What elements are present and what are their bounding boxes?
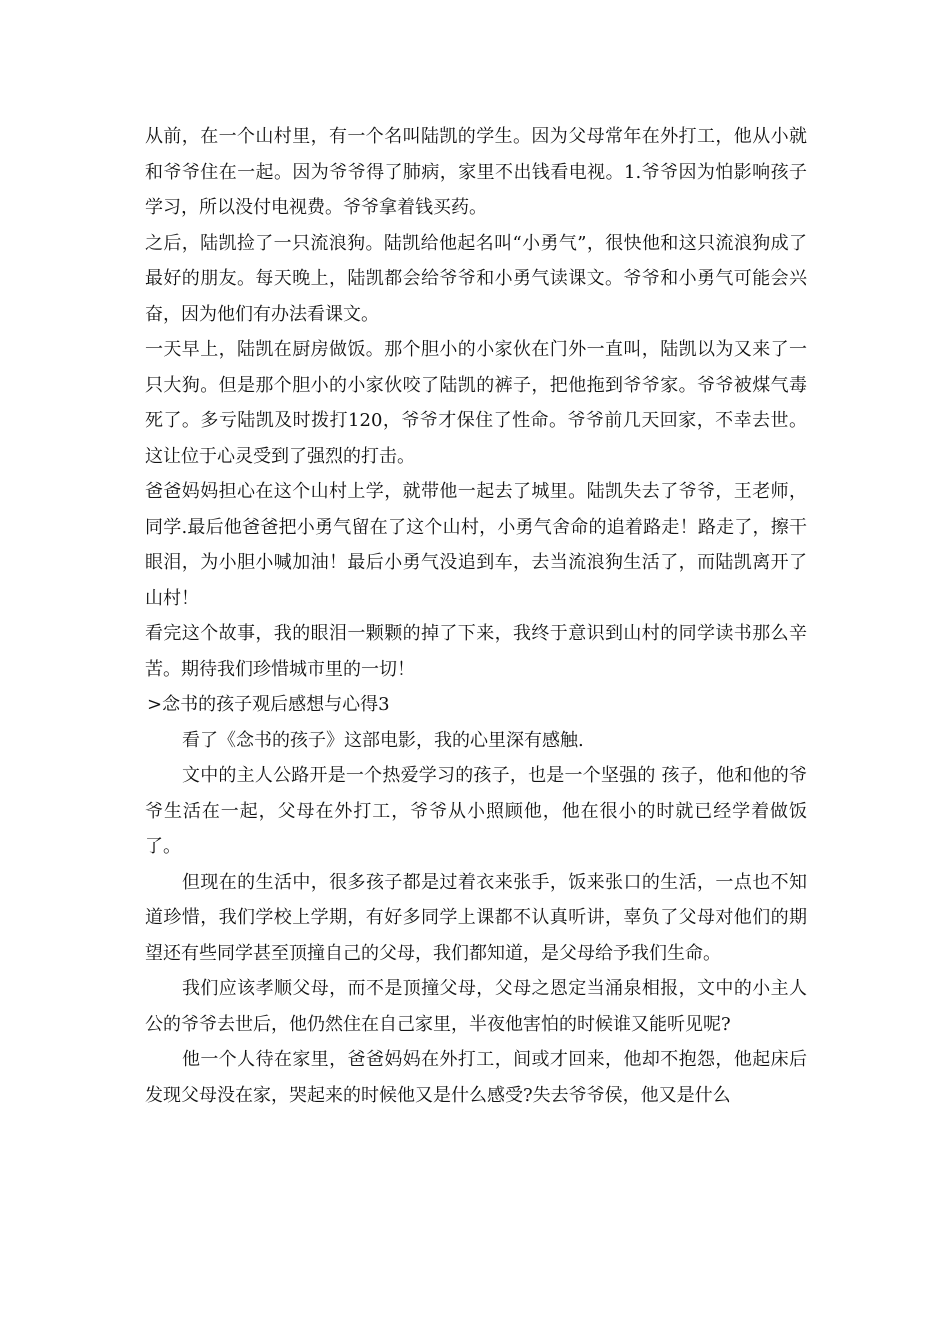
section-paragraph-2: 文中的主人公路开是一个热爱学习的孩子，也是一个坚强的 孩子，他和他的爷爷生活在一起，父母在外打工，爷爷从小照顾他，他在很小的时就已经学着做饭了。: [145, 765, 807, 857]
section-paragraph-3: 但现在的生活中，很多孩子都是过着衣来张手，饭来张口的生活，一点也不知道珍惜，我们学校上学期，有好多同学上课都不认真听讲，辜负了父母对他们的期望还有些同学甚至顶撞自己的父母，我们都知道，是父母给予我们生命。: [145, 871, 807, 964]
document-page: [145, 119, 807, 1113]
paragraph-stray-dog: 之后，陆凯捡了一只流浪狗。陆凯给他起名叫“小勇气”，很快他和这只流浪狗成了最好的朋友。每天晚上，陆凯都会给爷爷和小勇气读课文。爷爷和小勇气可能会兴奋，因为他们有办法看课文。: [145, 232, 807, 325]
paragraph-story-intro: 从前，在一个山村里，有一个名叫陆凯的学生。因为父母常年在外打工，他从小就和爷爷住在一起。因为爷爷得了肺病，家里不出钱看电视。1.爷爷因为怕影响孩子学习，所以没付电视费。爷爷拿着钱买药。: [145, 126, 807, 218]
paragraph-kitchen: 一天早上，陆凯在厨房做饭。那个胆小的小家伙在门外一直叫，陆凯以为又来了一只大狗。但是那个胆小的小家伙咬了陆凯的裤子，把他拖到爷爷家。爷爷被煤气毒死了。多亏陆凯及时拨打120，爷爷才保住了性命。爷爷前几天回家，不幸去世。这让位于心灵受到了强烈的打击。: [145, 339, 807, 467]
paragraph-reflection: 看完这个故事，我的眼泪一颗颗的掉了下来，我终于意识到山村的同学读书那么辛苦。期待我们珍惜城市里的一切！: [145, 623, 807, 680]
section-paragraph-5: 他一个人待在家里，爸爸妈妈在外打工，间或才回来，他却不抱怨，他起床后发现父母没在家，哭起来的时候他又是什么感受?失去爷爷侯，他又是什么: [145, 1049, 807, 1106]
section-paragraph-1: 看了《念书的孩子》这部电影，我的心里深有感触.: [182, 729, 584, 751]
section-heading: >念书的孩子观后感想与心得3: [147, 694, 390, 715]
section-paragraph-4: 我们应该孝顺父母，而不是顶撞父母，父母之恩定当涌泉相报，文中的小主人公的爷爷去世后，他仍然住在自己家里，半夜他害怕的时候谁又能听见呢?: [145, 978, 807, 1035]
paragraph-leaving-village: 爸爸妈妈担心在这个山村上学，就带他一起去了城里。陆凯失去了爷爷，王老师，同学.最后他爸爸把小勇气留在了这个山村，小勇气舍命的追着路走！路走了，擦干眼泪，为小胆小喊加油！最后小勇气没追到车，去当流浪狗生活了，而陆凯离开了山村！: [145, 481, 807, 609]
